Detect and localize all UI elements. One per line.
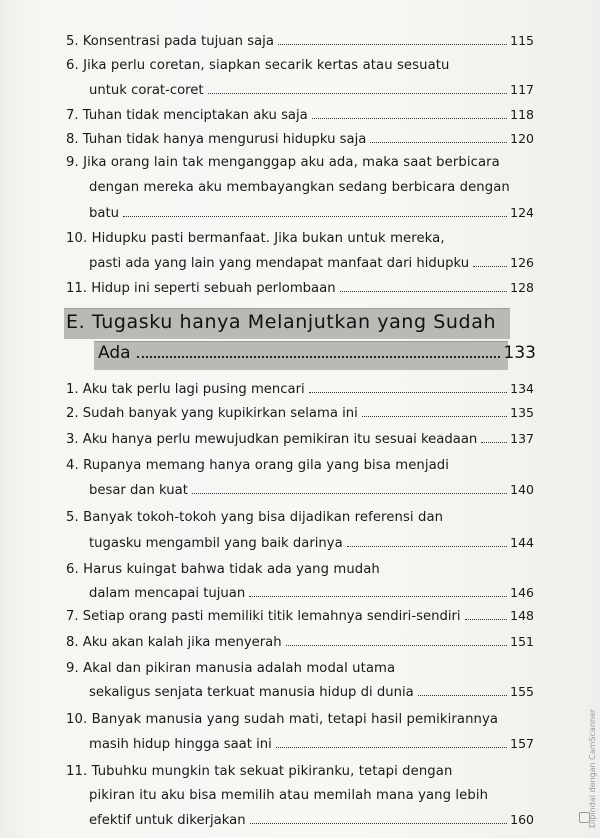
entry-title: Hidup ini seperti sebuah perlombaan xyxy=(91,281,336,296)
entry-title: Akal dan pikiran manusia adalah modal utama xyxy=(83,661,396,676)
entry-title: Setiap orang pasti memiliki titik lemahnya sendiri-sendiri xyxy=(82,609,461,624)
section-title-text-cont: Ada xyxy=(98,343,131,363)
toc-entry-10-cont xyxy=(89,255,534,271)
leader-dots xyxy=(286,645,508,646)
toc-entry-9: 9. Jika orang lain tak menganggap aku ada, maka saat berbicara xyxy=(66,155,500,170)
toc-entry-e4: 4. Rupanya memang hanya orang gila yang bisa menjadi xyxy=(66,458,450,473)
toc-entry-e2: 2. Sudah banyak yang kupikirkan selama ini 135 xyxy=(66,405,534,421)
leader-dots xyxy=(137,356,500,358)
leader-dots xyxy=(208,93,508,94)
page-number: 140 xyxy=(510,482,534,497)
entry-title: Aku tak perlu lagi pusing mencari xyxy=(82,382,305,397)
entry-title: Tuhan tidak hanya mengurusi hidupku saja xyxy=(82,132,367,147)
leader-dots xyxy=(250,823,508,824)
page-number: 134 xyxy=(510,381,534,396)
toc-entry-e6: 6. Harus kuingat bahwa tidak ada yang mudah xyxy=(66,562,380,577)
leader-dots xyxy=(249,596,507,597)
entry-title: Konsentrasi pada tujuan saja xyxy=(82,34,274,49)
leader-dots xyxy=(123,216,507,217)
toc-entry-9-cont1 xyxy=(89,180,510,195)
entry-title: Tubuhku mungkin tak sekuat pikiranku, tetapi dengan xyxy=(91,764,453,779)
leader-dots xyxy=(278,44,507,45)
page-number: 135 xyxy=(510,405,534,420)
entry-title-cont: tugasku mengambil yang baik darinya xyxy=(89,536,343,551)
toc-entry-e3: 3. Aku hanya perlu mewujudkan pemikiran itu sesuai keadaan 137 xyxy=(66,431,534,447)
entry-title: Rupanya memang hanya orang gila yang bisa menjadi xyxy=(83,458,450,473)
toc-entry-e7: 7. Setiap orang pasti memiliki titik lemahnya sendiri-sendiri 148 xyxy=(66,608,534,624)
section-title-text: Tugasku hanya Melanjutkan yang Sudah xyxy=(91,311,497,333)
entry-title: Harus kuingat bahwa tidak ada yang mudah xyxy=(83,562,380,577)
toc-entry-e10: 10. Banyak manusia yang sudah mati, tetapi hasil pemikirannya xyxy=(66,712,499,727)
page-number: 144 xyxy=(510,535,534,550)
leader-dots xyxy=(481,442,507,443)
leader-dots xyxy=(192,493,507,494)
toc-entry-8: 8. Tuhan tidak hanya mengurusi hidupku saja 120 xyxy=(66,131,534,147)
page-number: 126 xyxy=(510,255,534,270)
entry-title-cont: sekaligus senjata terkuat manusia hidup di dunia xyxy=(89,685,414,700)
leader-dots xyxy=(276,747,507,748)
entry-title-cont: pikiran itu aku bisa memilih atau memilah mana yang lebih xyxy=(89,788,489,803)
entry-title: Sudah banyak yang kupikirkan selama ini xyxy=(82,406,358,421)
toc-entry-e10-cont xyxy=(89,736,534,752)
page-number: 160 xyxy=(510,812,534,827)
toc-entry-e9: 9. Akal dan pikiran manusia adalah modal utama xyxy=(66,661,396,676)
entry-title: Hidupku pasti bermanfaat. Jika bukan untuk mereka, xyxy=(91,231,445,246)
leader-dots xyxy=(465,619,508,620)
page-number: 146 xyxy=(510,585,534,600)
toc-entry-6: 6. Jika perlu coretan, siapkan secarik kertas atau sesuatu xyxy=(66,58,450,73)
entry-title: Aku akan kalah jika menyerah xyxy=(82,635,282,650)
toc-entry-e9-cont xyxy=(89,684,534,700)
entry-title: Jika orang lain tak menganggap aku ada, maka saat berbicara xyxy=(83,155,500,170)
toc-entry-6-cont xyxy=(89,82,534,98)
toc-entry-e8: 8. Aku akan kalah jika menyerah 151 xyxy=(66,634,534,650)
page-number: 157 xyxy=(510,736,534,751)
entry-title: Tuhan tidak menciptakan aku saja xyxy=(82,108,308,123)
toc-entry-e11: 11. Tubuhku mungkin tak sekuat pikiranku, tetapi dengan xyxy=(66,764,453,779)
entry-title-cont: masih hidup hingga saat ini xyxy=(89,737,272,752)
page-number: 124 xyxy=(510,205,534,220)
leader-dots xyxy=(418,695,507,696)
entry-title-cont: besar dan kuat xyxy=(89,483,188,498)
entry-title-cont: pasti ada yang lain yang mendapat manfaat dari hidupku xyxy=(89,256,470,271)
scanner-watermark xyxy=(578,660,597,828)
page-number: 118 xyxy=(510,107,534,122)
toc-entry-9-cont2 xyxy=(89,205,534,221)
toc-entry-e1: 1. Aku tak perlu lagi pusing mencari 134 xyxy=(66,381,534,397)
leader-dots xyxy=(370,142,507,143)
section-title xyxy=(66,311,496,333)
entry-title: Aku hanya perlu mewujudkan pemikiran itu sesuai keadaan xyxy=(82,432,478,447)
toc-entry-10: 10. Hidupku pasti bermanfaat. Jika bukan untuk mereka, xyxy=(66,231,445,246)
entry-title-cont: dalam mencapai tujuan xyxy=(89,586,246,601)
entry-title: Banyak tokoh-tokoh yang bisa dijadikan referensi dan xyxy=(83,510,444,525)
page-number: 148 xyxy=(510,608,534,623)
entry-title: Banyak manusia yang sudah mati, tetapi hasil pemikirannya xyxy=(91,712,499,727)
leader-dots xyxy=(309,392,507,393)
toc-entry-e5: 5. Banyak tokoh-tokoh yang bisa dijadikan referensi dan xyxy=(66,510,444,525)
entry-title-cont: batu xyxy=(89,206,119,221)
toc-entry-11: 11. Hidup ini seperti sebuah perlombaan 128 xyxy=(66,280,534,296)
toc-entry-e5-cont xyxy=(89,535,534,551)
page-number: 117 xyxy=(510,82,534,97)
entry-title: Jika perlu coretan, siapkan secarik kertas atau sesuatu xyxy=(83,58,450,73)
toc-entry-5: 5. Konsentrasi pada tujuan saja 115 xyxy=(66,33,534,49)
page-number: 128 xyxy=(510,280,534,295)
section-title-cont xyxy=(98,343,536,363)
page-number: 120 xyxy=(510,131,534,146)
toc-entry-e11-cont2 xyxy=(89,812,534,828)
leader-dots xyxy=(312,118,507,119)
watermark-text: Dipindai dengan CamScanner xyxy=(588,708,597,828)
leader-dots xyxy=(362,416,507,417)
entry-title-cont: efektif untuk dikerjakan xyxy=(89,813,246,828)
entry-title-cont: dengan mereka aku membayangkan sedang berbicara dengan xyxy=(89,180,510,195)
page-number: 151 xyxy=(510,634,534,649)
toc-entry-e4-cont xyxy=(89,482,534,498)
toc-entry-e6-cont xyxy=(89,585,534,601)
section-page-number: 133 xyxy=(503,343,536,363)
toc-entry-7: 7. Tuhan tidak menciptakan aku saja 118 xyxy=(66,107,534,123)
section-letter: E. xyxy=(66,311,86,333)
camscanner-icon xyxy=(579,812,590,823)
page-number: 155 xyxy=(510,684,534,699)
leader-dots xyxy=(340,291,508,292)
page-number: 137 xyxy=(510,431,534,446)
toc-entry-e11-cont1 xyxy=(89,788,488,803)
leader-dots xyxy=(473,266,507,267)
leader-dots xyxy=(347,546,507,547)
page-number: 115 xyxy=(510,33,534,48)
entry-title-cont: untuk corat-coret xyxy=(89,83,204,98)
